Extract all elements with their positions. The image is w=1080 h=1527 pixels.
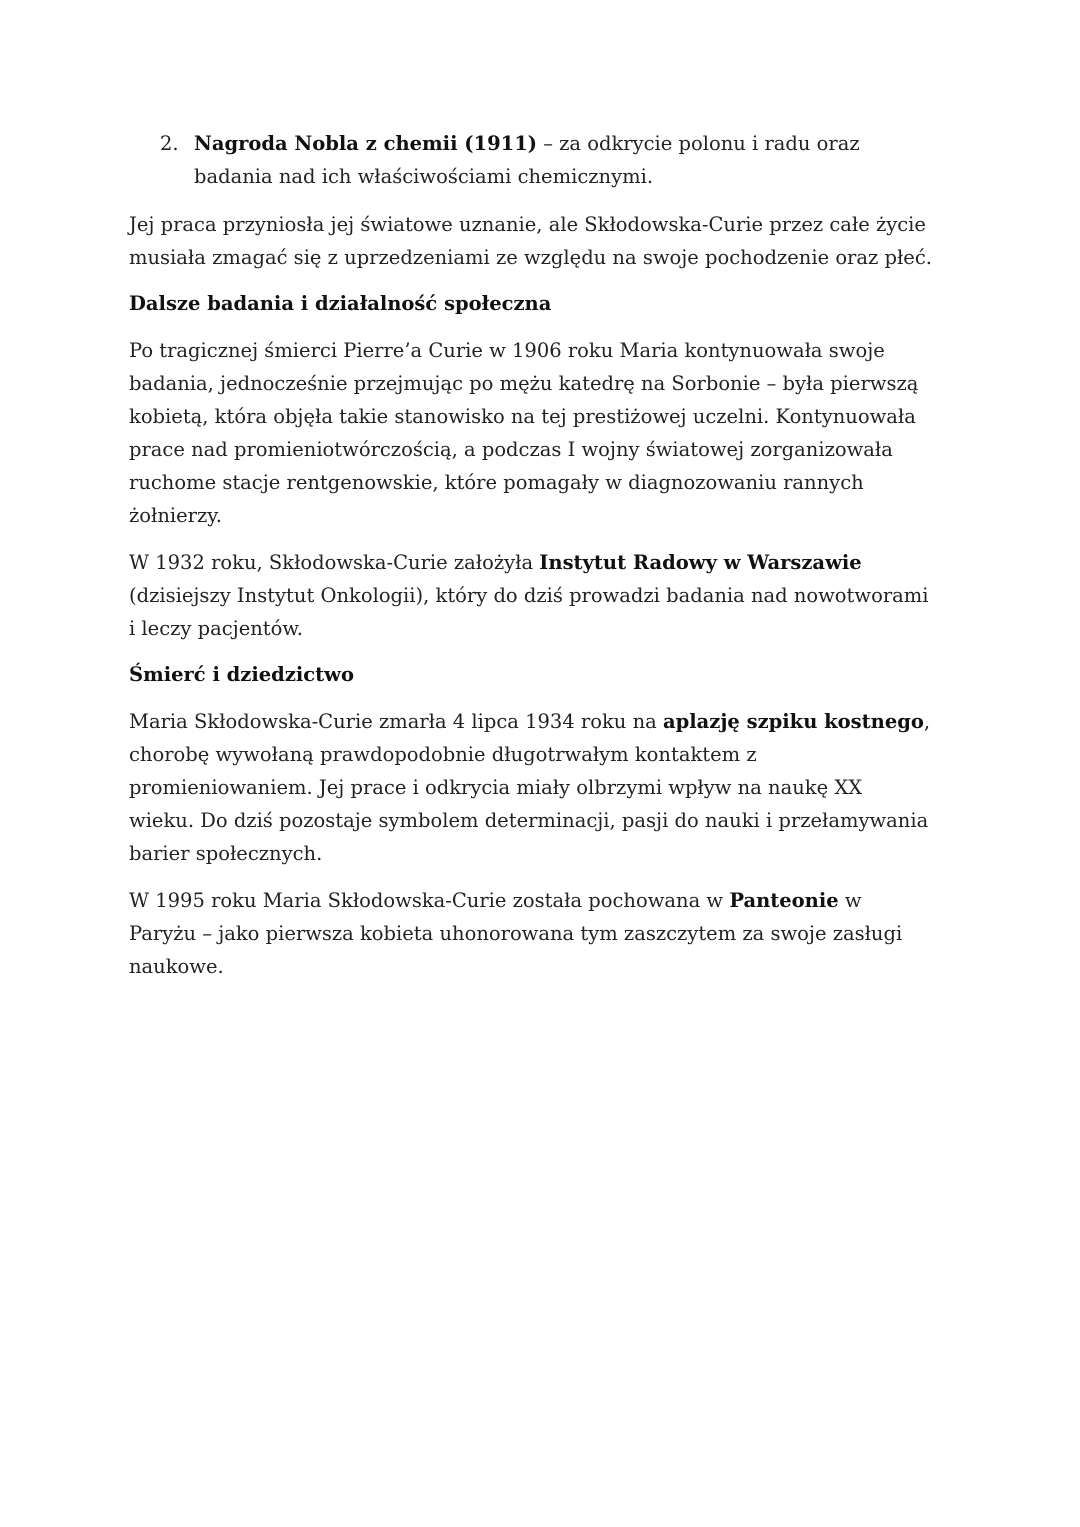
text-run: Paryżu – jako pierwsza kobieta uhonorowana tym zaszczytem za swoje zasługi	[129, 922, 903, 945]
text-run: w	[838, 889, 862, 912]
bold-text: Instytut Radowy w Warszawie	[539, 551, 862, 574]
text-line	[129, 917, 902, 950]
text-line	[129, 884, 902, 917]
text-line	[129, 546, 929, 579]
paragraph	[129, 334, 918, 532]
section-heading	[129, 287, 551, 320]
text-run: W 1932 roku, Skłodowska-Curie założyła	[129, 551, 540, 574]
text-run: barier społecznych.	[129, 842, 323, 865]
bold-text: Dalsze badania i działalność społeczna	[129, 292, 552, 315]
text-line	[129, 400, 918, 433]
text-line	[129, 771, 930, 804]
text-run: Maria Skłodowska-Curie zmarła 4 lipca 1934 roku na	[129, 710, 663, 733]
bold-text: Nagroda Nobla z chemii (1911)	[194, 132, 538, 155]
text-line	[129, 466, 918, 499]
text-line	[129, 579, 929, 612]
section-heading	[129, 658, 354, 691]
text-line	[129, 705, 930, 738]
text-line	[129, 950, 902, 983]
text-run: badania, jednocześnie przejmując po mężu katedrę na Sorbonie – była pierwszą	[129, 372, 919, 395]
text-line	[129, 804, 930, 837]
paragraph	[129, 546, 929, 645]
text-line	[194, 160, 860, 193]
text-run: (dzisiejszy Instytut Onkologii), który do dziś prowadzi badania nad nowotworami	[129, 584, 929, 607]
text-line	[129, 334, 918, 367]
text-line	[129, 367, 918, 400]
text-line	[129, 658, 354, 691]
paragraph	[129, 884, 902, 983]
bold-text: Śmierć i dziedzictwo	[129, 663, 354, 686]
text-run: badania nad ich właściwościami chemicznymi.	[194, 165, 654, 188]
text-line	[129, 837, 930, 870]
text-line	[194, 127, 860, 160]
text-run: prace nad promieniotwórczością, a podczas I wojny światowej zorganizowała	[129, 438, 893, 461]
text-line	[129, 499, 918, 532]
text-run: ruchome stacje rentgenowskie, które pomagały w diagnozowaniu rannych	[129, 471, 864, 494]
text-line	[129, 738, 930, 771]
text-line	[129, 208, 932, 241]
text-line	[129, 287, 551, 320]
text-line	[129, 241, 932, 274]
text-run: i leczy pacjentów.	[129, 617, 303, 640]
text-run: W 1995 roku Maria Skłodowska-Curie została pochowana w	[129, 889, 730, 912]
bold-text: aplazję szpiku kostnego	[662, 710, 924, 733]
text-line	[129, 612, 929, 645]
text-run: Po tragicznej śmierci Pierre’a Curie w 1906 roku Maria kontynuowała swoje	[129, 339, 885, 362]
text-run: – za odkrycie polonu i radu oraz	[537, 132, 860, 155]
text-run: wieku. Do dziś pozostaje symbolem determinacji, pasji do nauki i przełamywania	[129, 809, 929, 832]
text-run: promieniowaniem. Jej prace i odkrycia miały olbrzymi wpływ na naukę XX	[129, 776, 863, 799]
text-run: kobietą, która objęła takie stanowisko na tej prestiżowej uczelni. Kontynuowała	[129, 405, 916, 428]
paragraph	[129, 705, 930, 870]
paragraph	[129, 208, 932, 274]
text-run: naukowe.	[129, 955, 224, 978]
text-line	[129, 433, 918, 466]
text-run: Jej praca przyniosła jej światowe uznanie, ale Skłodowska-Curie przez całe życie	[129, 213, 926, 236]
text-run: żołnierzy.	[129, 504, 222, 527]
text-run: chorobę wywołaną prawdopodobnie długotrwałym kontaktem z	[129, 743, 757, 766]
list-number: 2.	[160, 132, 179, 155]
text-run: musiała zmagać się z uprzedzeniami ze względu na swoje pochodzenie oraz płeć.	[129, 246, 932, 269]
bold-text: Panteonie	[729, 889, 839, 912]
text-run: ,	[923, 710, 931, 733]
list-item	[194, 127, 860, 193]
